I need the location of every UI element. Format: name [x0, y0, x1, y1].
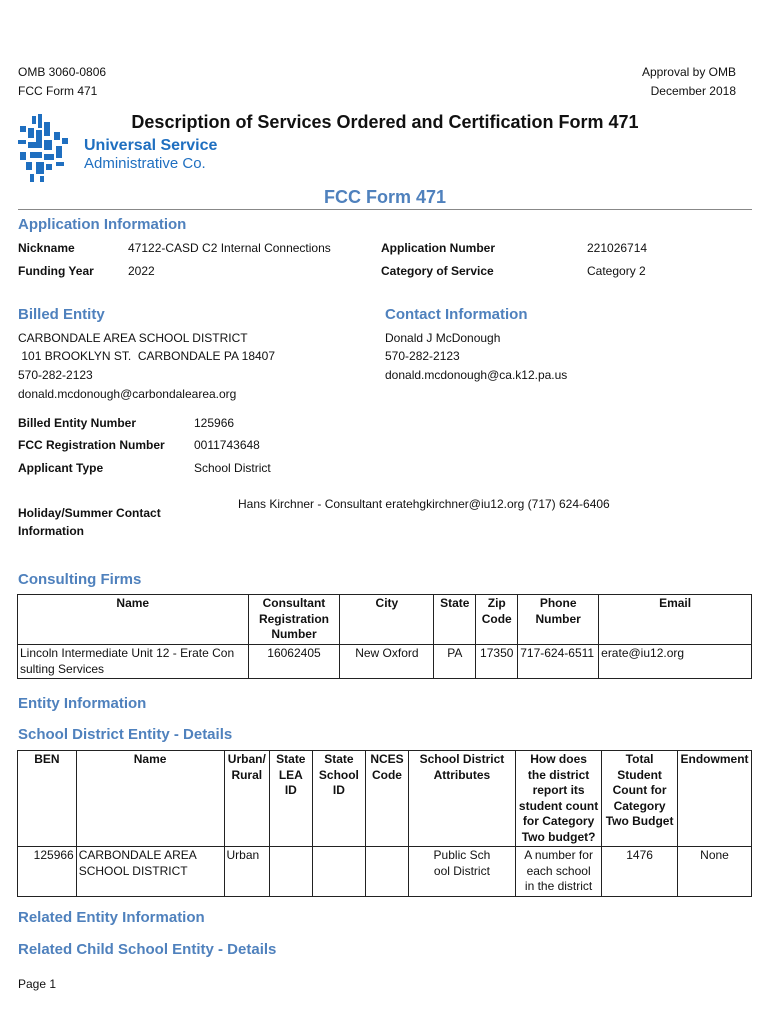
contact-phone: 570-282-2123	[385, 349, 460, 363]
column-header: Urban/ Rural	[224, 751, 270, 847]
ben-label: Billed Entity Number	[18, 416, 137, 430]
page-number: Page 1	[18, 977, 57, 991]
column-header: NCES Code	[366, 751, 409, 847]
table-cell: Public Sch ool District	[408, 847, 515, 897]
app-number-value: 221026714	[587, 241, 648, 255]
entity-heading: Entity Information	[18, 695, 147, 712]
table-cell	[366, 847, 409, 897]
column-header: Consultant Registration Number	[248, 595, 340, 645]
table-cell: PA	[434, 645, 476, 679]
column-header: Name	[18, 595, 249, 645]
omb-number: OMB 3060-0806	[18, 65, 107, 79]
column-header: How does the district report its student count for Category Two budget?	[516, 751, 602, 847]
approval-date: December 2018	[650, 84, 736, 98]
billed-entity-address: 101 BROOKLYN ST. CARBONDALE PA 18407	[21, 349, 276, 363]
column-header: Endowment	[678, 751, 752, 847]
applicant-type-value: School District	[194, 461, 271, 475]
column-header: State LEA ID	[270, 751, 313, 847]
table-cell: erate@iu12.org	[599, 645, 752, 679]
consulting-heading: Consulting Firms	[18, 571, 142, 588]
fcc-reg-label: FCC Registration Number	[18, 438, 165, 452]
entity-table	[17, 750, 752, 897]
fcc-reg-value: 0011743648	[194, 438, 260, 452]
contact-heading: Contact Information	[385, 306, 528, 323]
funding-year-value: 2022	[128, 264, 155, 278]
table-row	[18, 847, 752, 897]
table-cell: 717-624-6511	[518, 645, 599, 679]
page-title: Description of Services Ordered and Certification Form 471	[131, 112, 639, 132]
table-cell: None	[678, 847, 752, 897]
table-row	[18, 645, 752, 679]
title-divider	[18, 209, 752, 210]
table-cell: A number for each school in the district	[516, 847, 602, 897]
holiday-label-2: Information	[18, 524, 84, 538]
consulting-table	[17, 594, 752, 679]
table-cell	[312, 847, 366, 897]
app-number-label: Application Number	[381, 241, 496, 255]
entity-header-row	[18, 751, 752, 847]
consulting-header-row	[18, 595, 752, 645]
column-header: Phone Number	[518, 595, 599, 645]
contact-email: donald.mcdonough@ca.k12.pa.us	[385, 368, 568, 382]
form-number: FCC Form 471	[18, 84, 98, 98]
school-district-heading: School District Entity - Details	[18, 726, 233, 743]
application-heading: Application Information	[18, 216, 187, 233]
billed-entity-email: donald.mcdonough@carbondalearea.org	[18, 387, 237, 401]
table-cell: New Oxford	[340, 645, 434, 679]
column-header: Zip Code	[476, 595, 518, 645]
billed-entity-heading: Billed Entity	[18, 306, 105, 323]
ben-value: 125966	[194, 416, 235, 430]
table-cell	[270, 847, 313, 897]
related-child-heading: Related Child School Entity - Details	[18, 941, 277, 958]
column-header: State School ID	[312, 751, 366, 847]
approval-text: Approval by OMB	[641, 65, 736, 79]
table-cell: 16062405	[248, 645, 340, 679]
logo-line-1: Universal Service	[84, 137, 218, 154]
column-header: Name	[76, 751, 224, 847]
logo-line-2: Administrative Co.	[84, 155, 206, 172]
billed-entity-name: CARBONDALE AREA SCHOOL DISTRICT	[18, 331, 248, 345]
table-cell: Lincoln Intermediate Unit 12 - Erate Con sulting Services	[18, 645, 249, 679]
column-header: BEN	[18, 751, 77, 847]
column-header: School District Attributes	[408, 751, 515, 847]
funding-year-label: Funding Year	[18, 264, 94, 278]
nickname-value: 47122-CASD C2 Internal Connections	[128, 241, 331, 255]
column-header: Total Student Count for Category Two Budget	[602, 751, 678, 847]
related-heading: Related Entity Information	[18, 909, 205, 926]
table-cell: 17350	[476, 645, 518, 679]
applicant-type-label: Applicant Type	[18, 461, 104, 475]
table-cell: 125966	[18, 847, 77, 897]
table-cell: Urban	[224, 847, 270, 897]
nickname-label: Nickname	[18, 241, 75, 255]
contact-name: Donald J McDonough	[385, 331, 501, 345]
column-header: Email	[599, 595, 752, 645]
form-title: FCC Form 471	[323, 187, 447, 207]
column-header: State	[434, 595, 476, 645]
table-cell: 1476	[602, 847, 678, 897]
table-cell: CARBONDALE AREA SCHOOL DISTRICT	[76, 847, 224, 897]
billed-entity-phone: 570-282-2123	[18, 368, 93, 382]
category-value: Category 2	[587, 264, 646, 278]
category-label: Category of Service	[381, 264, 494, 278]
holiday-label-1: Holiday/Summer Contact	[18, 506, 161, 520]
holiday-value: Hans Kirchner - Consultant eratehgkirchner@iu12.org (717) 624-6406	[238, 497, 610, 511]
column-header: City	[340, 595, 434, 645]
